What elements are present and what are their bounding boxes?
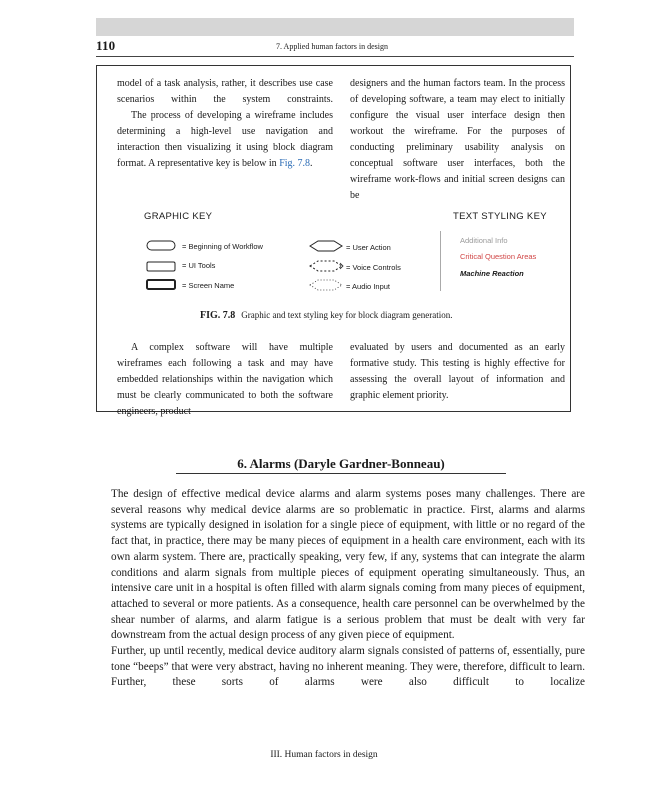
section-title: 6. Alarms (Daryle Gardner-Bonneau) xyxy=(237,456,445,471)
box-right-para-2: evaluated by users and documented as an early formative study. This testing is highly effective for assessing the overall layout of information and graphic element priority. xyxy=(350,342,565,401)
figure-caption xyxy=(200,310,452,321)
text-styling-key-title: TEXT STYLING KEY xyxy=(453,211,547,222)
beginning-shape xyxy=(147,241,175,250)
graphic-key-title: GRAPHIC KEY xyxy=(144,211,213,222)
box-left-column-bottom xyxy=(117,340,333,420)
header-rule xyxy=(96,56,574,57)
style-machine-reaction: Machine Reaction xyxy=(460,269,524,278)
body-paragraph-2: Further, up until recently, medical device auditory alarm signals consisted of patterns of, essentially, pure tone “beeps” that were very abstract, having no inherent meaning. They were, therefore, difficult to learn. Further, these sorts of alarms were also difficult to localize xyxy=(111,645,585,689)
label-beginning: = Beginning of Workflow xyxy=(182,242,263,251)
body-paragraph-1: The design of effective medical device alarms and alarm systems poses many challenges. There are several reasons why medical device alarms are so problematic in practice. First, alarms and alarms systems are typically designed in isolation for a single piece of equipment, with little or no regard of the fact that, in practice, there may be many pieces of equipment in a health care environment, each with its own alarm system. There are, practically speaking, very few, if any, systems that can integrate the alarm conditions and alarm signals from multiple pieces of equipment operating simultaneously. Thus, an intensive care unit in a hospital is often filled with alarm signals coming from many pieces of equipment, attached to several or more patients. As a consequence, health care personnel can be overwhelmed by the shear number of alarms, and alarm fatigue is a serious problem that must be dealt with very far downstream from the actual design process of any given piece of equipment. xyxy=(111,488,585,642)
caption-text: Graphic and text styling key for block diagram generation. xyxy=(241,310,453,320)
box-left-para-2-text: The process of developing a wireframe includes determining a high-level use navigation and interaction then visualizing it using block diagram format. A representative key is below in xyxy=(117,110,333,169)
box-left-para-2 xyxy=(117,108,333,172)
section-body xyxy=(111,487,585,691)
styling-key-divider xyxy=(440,231,441,291)
voice-arrow-icon xyxy=(340,263,343,269)
box-left-para-1: model of a task analysis, rather, it describes use case scenarios within the system constraints. xyxy=(117,78,333,105)
figure-link[interactable]: Fig. 7.8 xyxy=(279,158,311,169)
voice-controls-shape xyxy=(310,261,342,271)
caption-label: FIG. 7.8 xyxy=(200,310,236,321)
label-voice-controls: = Voice Controls xyxy=(346,263,401,272)
running-header: 7. Applied human factors in design xyxy=(276,42,388,51)
user-action-shape xyxy=(310,241,342,251)
label-audio-input: = Audio Input xyxy=(346,282,390,291)
style-critical-areas: Critical Question Areas xyxy=(460,252,537,261)
box-left-column-top xyxy=(117,76,333,172)
box-right-column-top xyxy=(350,76,565,204)
page-number: 110 xyxy=(96,38,116,53)
box-right-column-bottom xyxy=(350,340,565,404)
style-additional-info: Additional Info xyxy=(460,236,508,245)
header-bar xyxy=(96,18,574,36)
period: . xyxy=(310,158,313,169)
label-ui-tools: = UI Tools xyxy=(182,261,216,270)
ui-tools-shape xyxy=(147,262,175,271)
page-footer: III. Human factors in design xyxy=(270,750,378,760)
label-user-action: = User Action xyxy=(346,243,391,252)
audio-input-shape xyxy=(310,280,342,290)
screen-name-shape xyxy=(147,280,175,289)
label-screen-name: = Screen Name xyxy=(182,281,235,290)
section-rule xyxy=(176,473,506,474)
box-left-para-3: A complex software will have multiple wireframes each following a task and may have embedded relationships within the navigation which must be clearly communicated to both the software engineers, product xyxy=(117,342,333,417)
box-right-para: designers and the human factors team. In the process of developing software, a team may elect to initially configure the visual user interface design then workout the wireframe. For the purposes of conducting preliminary usability analysis on conceptual software user interfaces, both the wireframe work-flows and initial screen designs can be xyxy=(350,78,565,201)
